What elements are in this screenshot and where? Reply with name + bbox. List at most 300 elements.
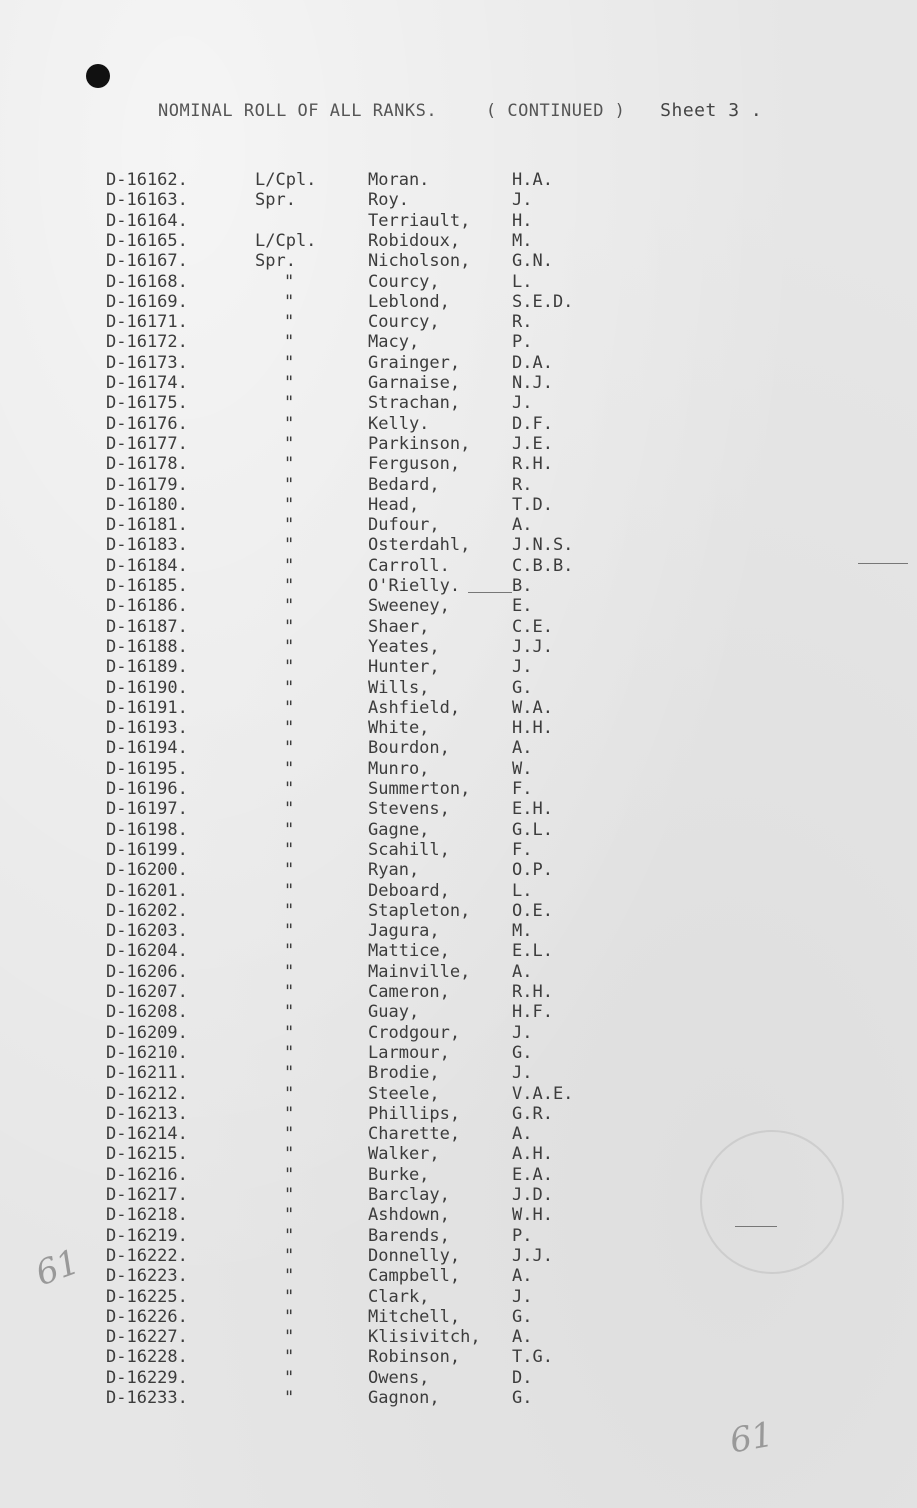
roll-entry [0, 1307, 917, 1327]
surname: Dufour, [368, 515, 440, 536]
initials: L. [512, 880, 533, 901]
rank: " [284, 1286, 295, 1307]
service-number: D-16201. [106, 880, 188, 901]
initials: G. [512, 677, 533, 698]
roll-title: NOMINAL ROLL OF ALL RANKS. [158, 101, 438, 121]
surname: Yeates, [368, 636, 440, 657]
initials: R. [512, 474, 533, 495]
service-number: D-16163. [106, 190, 188, 211]
initials: G. [512, 1388, 533, 1408]
roll-entry [0, 718, 917, 738]
surname: Courcy, [368, 271, 440, 292]
rank: " [284, 1103, 295, 1124]
initials: W. [512, 758, 533, 779]
initials: H.A. [512, 170, 553, 190]
service-number: D-16165. [106, 230, 188, 251]
initials: G.R. [512, 1103, 553, 1124]
rank: " [284, 819, 295, 840]
service-number: D-16167. [106, 251, 188, 272]
surname: Sweeney, [368, 596, 450, 617]
rank: " [284, 474, 295, 495]
roll-entry [0, 1165, 917, 1185]
service-number: D-16207. [106, 982, 188, 1002]
service-number: D-16178. [106, 454, 188, 475]
surname: Moran. [368, 170, 430, 190]
initials: G.L. [512, 819, 553, 840]
roll-entry [0, 1144, 917, 1164]
initials: G. [512, 1042, 533, 1063]
initials: P. [512, 1225, 533, 1246]
service-number: D-16210. [106, 1042, 188, 1063]
surname: Nicholson, [368, 251, 471, 272]
surname: Stevens, [368, 799, 450, 820]
rank: " [284, 352, 295, 373]
initials: W.A. [512, 697, 553, 718]
surname: Ashdown, [368, 1205, 450, 1226]
roll-entry [0, 596, 917, 616]
surname: Klisivitch, [368, 1327, 481, 1348]
surname: Jagura, [368, 921, 440, 942]
service-number: D-16233. [106, 1388, 188, 1408]
roll-entry [0, 1002, 917, 1022]
surname: Wills, [368, 677, 430, 698]
rank: " [284, 1083, 295, 1104]
service-number: D-16218. [106, 1205, 188, 1226]
surname: Charette, [368, 1124, 461, 1145]
initials: T.D. [512, 494, 553, 515]
rank: " [284, 1245, 295, 1266]
surname: Roy. [368, 190, 409, 211]
rank: " [284, 555, 295, 576]
roll-entry [0, 393, 917, 413]
service-number: D-16190. [106, 677, 188, 698]
initials: O.E. [512, 900, 553, 921]
roll-entry [0, 1246, 917, 1266]
initials: A. [512, 1266, 533, 1287]
roll-entry [0, 576, 917, 596]
surname: Phillips, [368, 1103, 461, 1124]
roll-entry [0, 190, 917, 210]
surname: Burke, [368, 1164, 430, 1185]
initials: P. [512, 332, 533, 353]
rank: " [284, 1367, 295, 1388]
roll-entry [0, 1023, 917, 1043]
surname: Summerton, [368, 779, 471, 799]
initials: B. [512, 576, 533, 596]
rank: " [284, 738, 295, 759]
sheet-number: Sheet 3 . [660, 100, 763, 121]
rank: " [284, 718, 295, 739]
initials: O.P. [512, 860, 553, 881]
service-number: D-16173. [106, 352, 188, 373]
rank: " [284, 779, 295, 799]
service-number: D-16200. [106, 860, 188, 881]
surname: Campbell, [368, 1266, 461, 1287]
surname: Brodie, [368, 1063, 440, 1084]
rank: " [284, 291, 295, 312]
service-number: D-16181. [106, 515, 188, 536]
service-number: D-16188. [106, 636, 188, 657]
roll-entry [0, 454, 917, 474]
roll-entry [0, 1368, 917, 1388]
roll-entry [0, 738, 917, 758]
service-number: D-16216. [106, 1164, 188, 1185]
service-number: D-16225. [106, 1286, 188, 1307]
roll-entry [0, 1124, 917, 1144]
initials: J. [512, 1063, 533, 1084]
rank: " [284, 1164, 295, 1185]
surname: Owens, [368, 1367, 430, 1388]
initials: G.N. [512, 251, 553, 272]
rank: " [284, 454, 295, 475]
roll-entry [0, 1287, 917, 1307]
rank: " [284, 433, 295, 454]
rank: Spr. [255, 251, 296, 272]
surname: Steele, [368, 1083, 440, 1104]
service-number: D-16226. [106, 1306, 188, 1327]
service-number: D-16196. [106, 779, 188, 799]
surname: Kelly. [368, 413, 430, 434]
margin-rule [735, 1226, 777, 1227]
roll-entry [0, 617, 917, 637]
roll-entry [0, 1347, 917, 1367]
surname: White, [368, 718, 430, 739]
service-number: D-16187. [106, 616, 188, 637]
rank: " [284, 616, 295, 637]
initials: A. [512, 1327, 533, 1348]
service-number: D-16193. [106, 718, 188, 739]
surname: Donnelly, [368, 1245, 461, 1266]
roll-entry [0, 251, 917, 271]
surname: Barclay, [368, 1185, 450, 1205]
surname: Clark, [368, 1286, 430, 1307]
surname: Bedard, [368, 474, 440, 495]
roll-entry [0, 657, 917, 677]
roll-entry [0, 515, 917, 535]
roll-entry [0, 434, 917, 454]
service-number: D-16198. [106, 819, 188, 840]
roll-entry [0, 860, 917, 880]
rank: " [284, 373, 295, 393]
service-number: D-16227. [106, 1327, 188, 1348]
service-number: D-16199. [106, 839, 188, 860]
rank: " [284, 941, 295, 962]
service-number: D-16195. [106, 758, 188, 779]
surname: Macy, [368, 332, 420, 353]
surname: Deboard, [368, 880, 450, 901]
rank: " [284, 413, 295, 434]
roll-entry [0, 495, 917, 515]
roll-entry [0, 941, 917, 961]
rank: " [284, 271, 295, 292]
initials: J.J. [512, 1245, 553, 1266]
underline-mark [468, 592, 512, 593]
roll-entry [0, 901, 917, 921]
initials: M. [512, 230, 533, 251]
initials: F. [512, 839, 533, 860]
surname: Mitchell, [368, 1306, 461, 1327]
service-number: D-16204. [106, 941, 188, 962]
roll-entry [0, 556, 917, 576]
initials: E.L. [512, 941, 553, 962]
initials: A. [512, 961, 533, 982]
surname: Cameron, [368, 982, 450, 1002]
rank: " [284, 677, 295, 698]
roll-entry [0, 799, 917, 819]
surname: Carroll. [368, 555, 450, 576]
service-number: D-16203. [106, 921, 188, 942]
roll-entry [0, 1266, 917, 1286]
initials: T.G. [512, 1347, 553, 1368]
service-number: D-16208. [106, 1002, 188, 1023]
initials: J. [512, 657, 533, 678]
surname: Courcy, [368, 312, 440, 333]
roll-entry [0, 211, 917, 231]
service-number: D-16164. [106, 210, 188, 231]
rank: " [284, 494, 295, 515]
rank: L/Cpl. [255, 230, 317, 251]
rank: " [284, 393, 295, 414]
service-number: D-16189. [106, 657, 188, 678]
initials: J.E. [512, 433, 553, 454]
roll-entry [0, 475, 917, 495]
rank: " [284, 961, 295, 982]
rank: " [284, 758, 295, 779]
initials: D. [512, 1367, 533, 1388]
initials: H. [512, 210, 533, 231]
service-number: D-16168. [106, 271, 188, 292]
service-number: D-16206. [106, 961, 188, 982]
rank: " [284, 535, 295, 556]
rank: " [284, 1205, 295, 1226]
surname: Crodgour, [368, 1022, 461, 1043]
service-number: D-16172. [106, 332, 188, 353]
roll-entry [0, 353, 917, 373]
continued-label: ( CONTINUED ) [485, 101, 626, 121]
service-number: D-16213. [106, 1103, 188, 1124]
surname: O'Rielly. [368, 576, 461, 596]
initials: H.F. [512, 1002, 553, 1023]
rank: " [284, 576, 295, 596]
service-number: D-16183. [106, 535, 188, 556]
service-number: D-16202. [106, 900, 188, 921]
service-number: D-16228. [106, 1347, 188, 1368]
rank: " [284, 880, 295, 901]
surname: Ashfield, [368, 697, 461, 718]
rank: " [284, 636, 295, 657]
rank: " [284, 900, 295, 921]
rank: " [284, 697, 295, 718]
rank: " [284, 1042, 295, 1063]
service-number: D-16214. [106, 1124, 188, 1145]
initials: E.A. [512, 1164, 553, 1185]
service-number: D-16191. [106, 697, 188, 718]
roll-entry [0, 1327, 917, 1347]
initials: J.N.S. [512, 535, 574, 556]
roll-entry [0, 373, 917, 393]
surname: Mattice, [368, 941, 450, 962]
service-number: D-16179. [106, 474, 188, 495]
initials: F. [512, 779, 533, 799]
roll-entry [0, 921, 917, 941]
surname: Parkinson, [368, 433, 471, 454]
roll-entry [0, 759, 917, 779]
service-number: D-16197. [106, 799, 188, 820]
roll-entry [0, 535, 917, 555]
roll-entry [0, 840, 917, 860]
page-header [158, 100, 762, 121]
initials: M. [512, 921, 533, 942]
rank: " [284, 1388, 295, 1408]
rank: " [284, 1185, 295, 1205]
roll-entry [0, 779, 917, 799]
roll-entry [0, 170, 917, 190]
rank: Spr. [255, 190, 296, 211]
margin-note-left: 61 [30, 1241, 85, 1295]
punch-hole [86, 64, 110, 88]
surname: Garnaise, [368, 373, 461, 393]
initials: J. [512, 1022, 533, 1043]
initials: W.H. [512, 1205, 553, 1226]
roll-entry [0, 881, 917, 901]
rank: " [284, 1327, 295, 1348]
rank: " [284, 515, 295, 536]
initials: R.H. [512, 454, 553, 475]
roll-entry [0, 292, 917, 312]
service-number: D-16177. [106, 433, 188, 454]
initials: E. [512, 596, 533, 617]
initials: G. [512, 1306, 533, 1327]
service-number: D-16219. [106, 1225, 188, 1246]
surname: Larmour, [368, 1042, 450, 1063]
surname: Mainville, [368, 961, 471, 982]
initials: L. [512, 271, 533, 292]
initials: D.A. [512, 352, 553, 373]
surname: Ryan, [368, 860, 420, 881]
rank: L/Cpl. [255, 170, 317, 190]
service-number: D-16162. [106, 170, 188, 190]
rank: " [284, 1144, 295, 1165]
initials: J.D. [512, 1185, 553, 1205]
initials: J.J. [512, 636, 553, 657]
rank: " [284, 1266, 295, 1287]
surname: Barends, [368, 1225, 450, 1246]
roll-entry [0, 1388, 917, 1408]
roll-entry [0, 698, 917, 718]
surname: Head, [368, 494, 420, 515]
rank: " [284, 1306, 295, 1327]
service-number: D-16222. [106, 1245, 188, 1266]
surname: Stapleton, [368, 900, 471, 921]
service-number: D-16186. [106, 596, 188, 617]
rank: " [284, 982, 295, 1002]
rank: " [284, 657, 295, 678]
surname: Scahill, [368, 839, 450, 860]
roll-entry [0, 1043, 917, 1063]
roll-entry [0, 1226, 917, 1246]
service-number: D-16223. [106, 1266, 188, 1287]
initials: R. [512, 312, 533, 333]
margin-rule [858, 563, 908, 564]
service-number: D-16229. [106, 1367, 188, 1388]
roll-entry [0, 962, 917, 982]
roll-entry [0, 332, 917, 352]
surname: Guay, [368, 1002, 420, 1023]
initials: A. [512, 1124, 533, 1145]
service-number: D-16171. [106, 312, 188, 333]
surname: Grainger, [368, 352, 461, 373]
roll-entry [0, 1185, 917, 1205]
roll-entry [0, 678, 917, 698]
roll-entry [0, 1104, 917, 1124]
surname: Robinson, [368, 1347, 461, 1368]
initials: J. [512, 1286, 533, 1307]
roll-entry [0, 637, 917, 657]
rank: " [284, 1124, 295, 1145]
rank: " [284, 1225, 295, 1246]
surname: Strachan, [368, 393, 461, 414]
service-number: D-16194. [106, 738, 188, 759]
surname: Munro, [368, 758, 430, 779]
rank: " [284, 1063, 295, 1084]
rank: " [284, 860, 295, 881]
service-number: D-16184. [106, 555, 188, 576]
rank: " [284, 312, 295, 333]
roll-entry [0, 231, 917, 251]
surname: Gagnon, [368, 1388, 440, 1408]
service-number: D-16169. [106, 291, 188, 312]
roll-entry [0, 272, 917, 292]
roll-entry [0, 414, 917, 434]
service-number: D-16212. [106, 1083, 188, 1104]
initials: A.H. [512, 1144, 553, 1165]
service-number: D-16176. [106, 413, 188, 434]
service-number: D-16211. [106, 1063, 188, 1084]
initials: V.A.E. [512, 1083, 574, 1104]
surname: Gagne, [368, 819, 430, 840]
initials: N.J. [512, 373, 553, 393]
initials: A. [512, 738, 533, 759]
rank: " [284, 1347, 295, 1368]
roll-entry [0, 982, 917, 1002]
initials: E.H. [512, 799, 553, 820]
surname: Shaer, [368, 616, 430, 637]
initials: S.E.D. [512, 291, 574, 312]
surname: Osterdahl, [368, 535, 471, 556]
service-number: D-16174. [106, 373, 188, 393]
initials: D.F. [512, 413, 553, 434]
surname: Leblond, [368, 291, 450, 312]
margin-note-bottom: 61 [726, 1414, 777, 1462]
initials: C.B.B. [512, 555, 574, 576]
surname: Hunter, [368, 657, 440, 678]
initials: R.H. [512, 982, 553, 1002]
rank: " [284, 921, 295, 942]
surname: Bourdon, [368, 738, 450, 759]
initials: J. [512, 393, 533, 414]
service-number: D-16175. [106, 393, 188, 414]
service-number: D-16185. [106, 576, 188, 596]
surname: Walker, [368, 1144, 440, 1165]
rank: " [284, 839, 295, 860]
service-number: D-16209. [106, 1022, 188, 1043]
roll-entry [0, 1084, 917, 1104]
roll-entry [0, 820, 917, 840]
rank: " [284, 1002, 295, 1023]
roll-entry [0, 1205, 917, 1225]
rank: " [284, 799, 295, 820]
initials: A. [512, 515, 533, 536]
